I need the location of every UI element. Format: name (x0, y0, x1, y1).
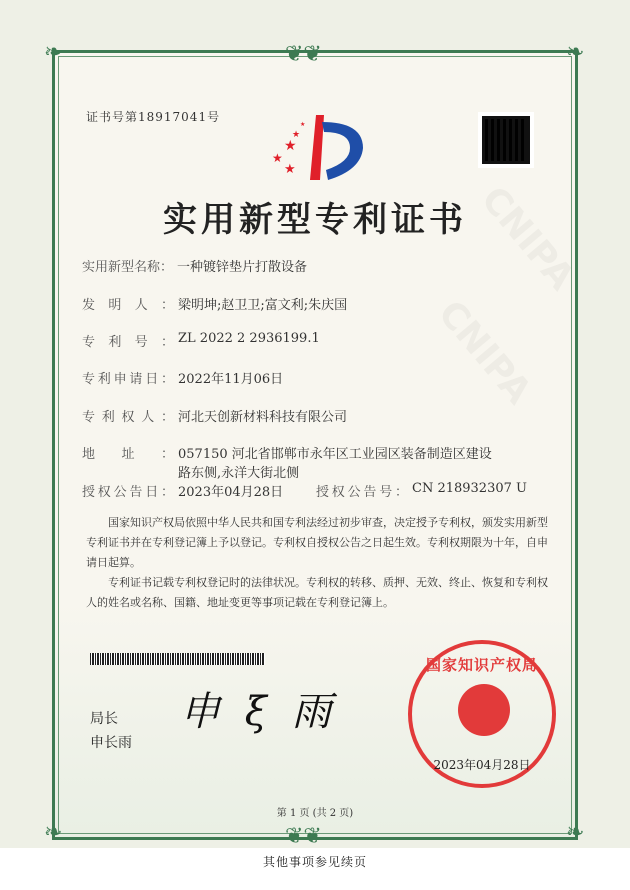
ornament-corner: ❧ (44, 40, 63, 65)
national-emblem-icon (458, 684, 510, 736)
signature: 申 ξ 雨 (180, 689, 338, 735)
barcode (90, 653, 265, 665)
svg-text:★: ★ (300, 121, 306, 128)
ornament-corner: ❧ (566, 40, 585, 65)
svg-text:★: ★ (272, 151, 283, 165)
page-number: 第 1 页 (共 2 页) (276, 808, 354, 819)
certificate-number: 证书号第18917041号 (86, 110, 221, 124)
field-patentee: 专利权人： 河北天创新材料科技有限公司 (82, 410, 348, 425)
statement-paragraph: 专利证书记载专利权登记时的法律状况。专利权的转移、质押、无效、终止、恢复和专利权人的姓名或名称、国籍、地址变更等事项记载在专利登记簿上。 (86, 576, 548, 609)
svg-text:★: ★ (292, 130, 301, 140)
footer-note: 其他事项参见续页 (262, 855, 367, 869)
svg-text:★: ★ (284, 162, 296, 177)
ornament-top: ❦❦ (285, 42, 322, 67)
field-grant-date: 授权公告日： 2023年04月28日 (82, 485, 284, 500)
field-name: 实用新型名称： 一种镀锌垫片打散设备 (82, 260, 308, 275)
official-seal: 国家知识产权局 2023年04月28日 (408, 640, 556, 788)
field-grant-number: 授权公告号： CN 218932307 U (316, 481, 527, 500)
ornament-corner: ❧ (566, 820, 585, 845)
statement-paragraph: 国家知识产权局依照中华人民共和国专利法经过初步审查，决定授予专利权，颁发实用新型专利证书并在专利登记簿上予以登记。专利权自授权公告之日起生效。专利权期限为十年，自申请日起算。 (86, 516, 548, 569)
director-name: 申长雨 (90, 735, 132, 751)
field-inventors: 发明人： 梁明坤;赵卫卫;富文利;朱庆国 (82, 298, 348, 313)
field-patent-number: 专利号： ZL 2022 2 2936199.1 (82, 331, 320, 350)
ornament-bottom: ❦❦ (285, 824, 322, 849)
qr-code (478, 112, 534, 168)
svg-text:★: ★ (284, 138, 297, 154)
field-application-date: 专利申请日： 2022年11月06日 (82, 372, 284, 387)
director-title: 局长 (90, 711, 118, 727)
ornament-corner: ❧ (44, 820, 63, 845)
certificate-title: 实用新型专利证书 (163, 200, 467, 240)
cnipa-logo (268, 110, 368, 185)
field-address: 地址： 057150 河北省邯郸市永年区工业园区装备制造区建设 路东侧,永洋大街北侧 (82, 447, 492, 481)
